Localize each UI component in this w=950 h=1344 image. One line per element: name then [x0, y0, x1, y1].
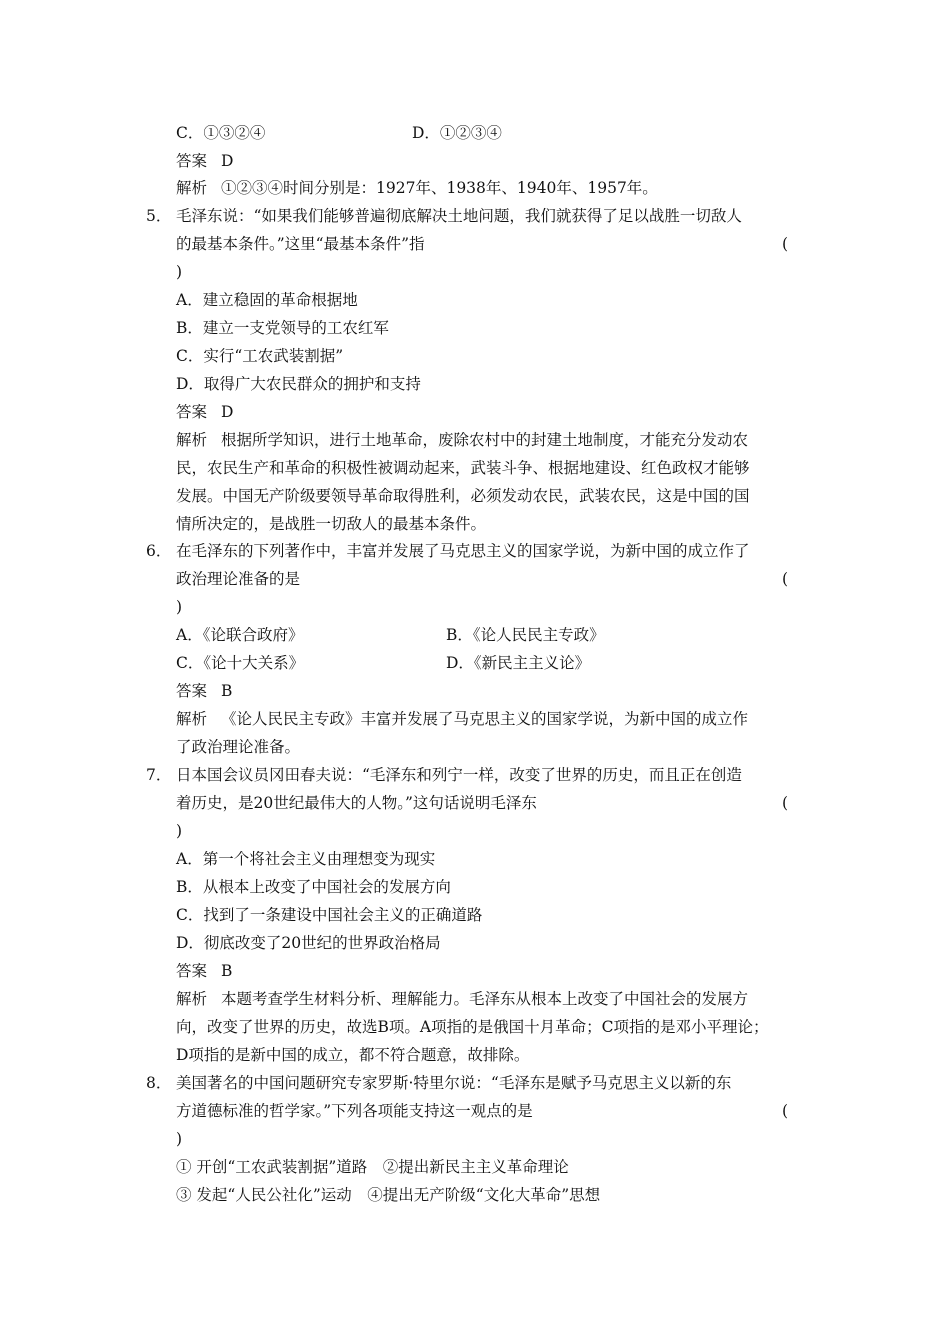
q5-answer [176, 401, 816, 423]
q7-option-d: D．彻底改变了20世纪的世界政治格局 [176, 934, 441, 952]
q7-stem-line1: 日本国会议员冈田春夫说：“毛泽东和列宁一样，改变了世界的历史，而且正在创造 [176, 766, 742, 784]
answer-label: 答案 [176, 152, 208, 170]
q6-number: 6． [146, 542, 172, 560]
q5-option-c: C．实行“工农武装割据” [176, 347, 344, 365]
q7-stem-line2: 着历史，是20世纪最伟大的人物。”这句话说明毛泽东 [176, 794, 537, 812]
q5-analysis-line3: 发展。中国无产阶级要领导革命取得胜利，必须发动农民，武装农民，这是中国的国 [176, 487, 750, 505]
q7-paren-close: ) [176, 822, 183, 840]
q4-analysis [176, 177, 816, 199]
q5-stem-line2: 的最基本条件。”这里“最基本条件”指 [176, 235, 425, 253]
q8-stem-line2: 方道德标准的哲学家。”下列各项能支持这一观点的是 [176, 1102, 533, 1120]
answer-value: D [221, 152, 234, 170]
q7-option-c: C．找到了一条建设中国社会主义的正确道路 [176, 906, 483, 924]
q5-stem-line1: 毛泽东说：“如果我们能够普遍彻底解决土地问题，我们就获得了足以战胜一切敌人 [176, 207, 742, 225]
q7-number: 7． [146, 766, 172, 784]
q6-option-d: D．《新民主主义论》 [446, 654, 591, 672]
q4-options-cd [176, 122, 816, 144]
q5-analysis-line1 [176, 429, 816, 451]
q7-paren-open: ( [782, 794, 789, 812]
q5-option-a: A．建立稳固的革命根据地 [176, 291, 358, 309]
q7-analysis-line1 [176, 988, 816, 1010]
q4-option-c: C．①③②④ [176, 124, 266, 142]
answer-value: B [221, 962, 233, 980]
q8-paren-close: ) [176, 1130, 183, 1148]
analysis-label: 解析 [176, 990, 208, 1008]
analysis-label: 解析 [176, 710, 208, 728]
q8-stem-line1: 美国著名的中国问题研究专家罗斯·特里尔说：“毛泽东是赋予马克思主义以新的东 [176, 1074, 732, 1092]
q6-analysis-line2: 了政治理论准备。 [176, 738, 301, 756]
answer-value: D [221, 403, 234, 421]
q6-stem-line1: 在毛泽东的下列著作中，丰富并发展了马克思主义的国家学说，为新中国的成立作了 [176, 542, 750, 560]
answer-value: B [221, 682, 233, 700]
q6-option-c: C．《论十大关系》 [176, 654, 305, 672]
q6-options-ab [176, 624, 816, 646]
q5-paren-close: ) [176, 263, 183, 281]
analysis-text: 本题考查学生材料分析、理解能力。毛泽东从根本上改变了中国社会的发展方 [221, 990, 749, 1008]
analysis-text: 根据所学知识，进行土地革命，废除农村中的封建土地制度，才能充分发动农 [221, 431, 749, 449]
answer-label: 答案 [176, 962, 208, 980]
q6-option-a: A．《论联合政府》 [176, 626, 304, 644]
q8-number: 8． [146, 1074, 172, 1092]
q5-option-d: D．取得广大农民群众的拥护和支持 [176, 375, 421, 393]
q7-option-b: B．从根本上改变了中国社会的发展方向 [176, 878, 451, 896]
q5-analysis-line2: 民，农民生产和革命的积极性被调动起来，武装斗争、根据地建设、红色政权才能够 [176, 459, 750, 477]
q4-answer [176, 150, 816, 172]
q7-analysis-line3: D项指的是新中国的成立，都不符合题意，故排除。 [176, 1046, 530, 1064]
q7-answer [176, 960, 816, 982]
analysis-label: 解析 [176, 431, 208, 449]
analysis-label: 解析 [176, 179, 208, 197]
q6-options-cd [176, 652, 816, 674]
q6-stem-line2: 政治理论准备的是 [176, 570, 301, 588]
q8-paren-open: ( [782, 1102, 789, 1120]
q6-analysis-line1 [176, 708, 816, 730]
q8-items-line1: ① 开创“工农武装割据”道路 ②提出新民主主义革命理论 [176, 1158, 569, 1176]
answer-label: 答案 [176, 682, 208, 700]
q6-option-b: B．《论人民民主专政》 [446, 626, 605, 644]
q6-answer [176, 680, 816, 702]
analysis-text: 《论人民民主专政》丰富并发展了马克思主义的国家学说，为新中国的成立作 [221, 710, 749, 728]
q6-paren-close: ) [176, 598, 183, 616]
q6-paren-open: ( [782, 570, 789, 588]
q5-number: 5． [146, 207, 172, 225]
q5-analysis-line4: 情所决定的，是战胜一切敌人的最基本条件。 [176, 515, 487, 533]
q7-option-a: A．第一个将社会主义由理想变为现实 [176, 850, 436, 868]
q5-option-b: B．建立一支党领导的工农红军 [176, 319, 389, 337]
q7-analysis-line2: 向，改变了世界的历史，故选B项。A项指的是俄国十月革命；C项指的是邓小平理论； [176, 1018, 769, 1036]
analysis-text: ①②③④时间分别是：1927年、1938年、1940年、1957年。 [221, 179, 658, 197]
q5-paren-open: ( [782, 235, 789, 253]
q8-items-line2: ③ 发起“人民公社化”运动 ④提出无产阶级“文化大革命”思想 [176, 1186, 601, 1204]
q4-option-d: D．①②③④ [412, 124, 502, 142]
answer-label: 答案 [176, 403, 208, 421]
